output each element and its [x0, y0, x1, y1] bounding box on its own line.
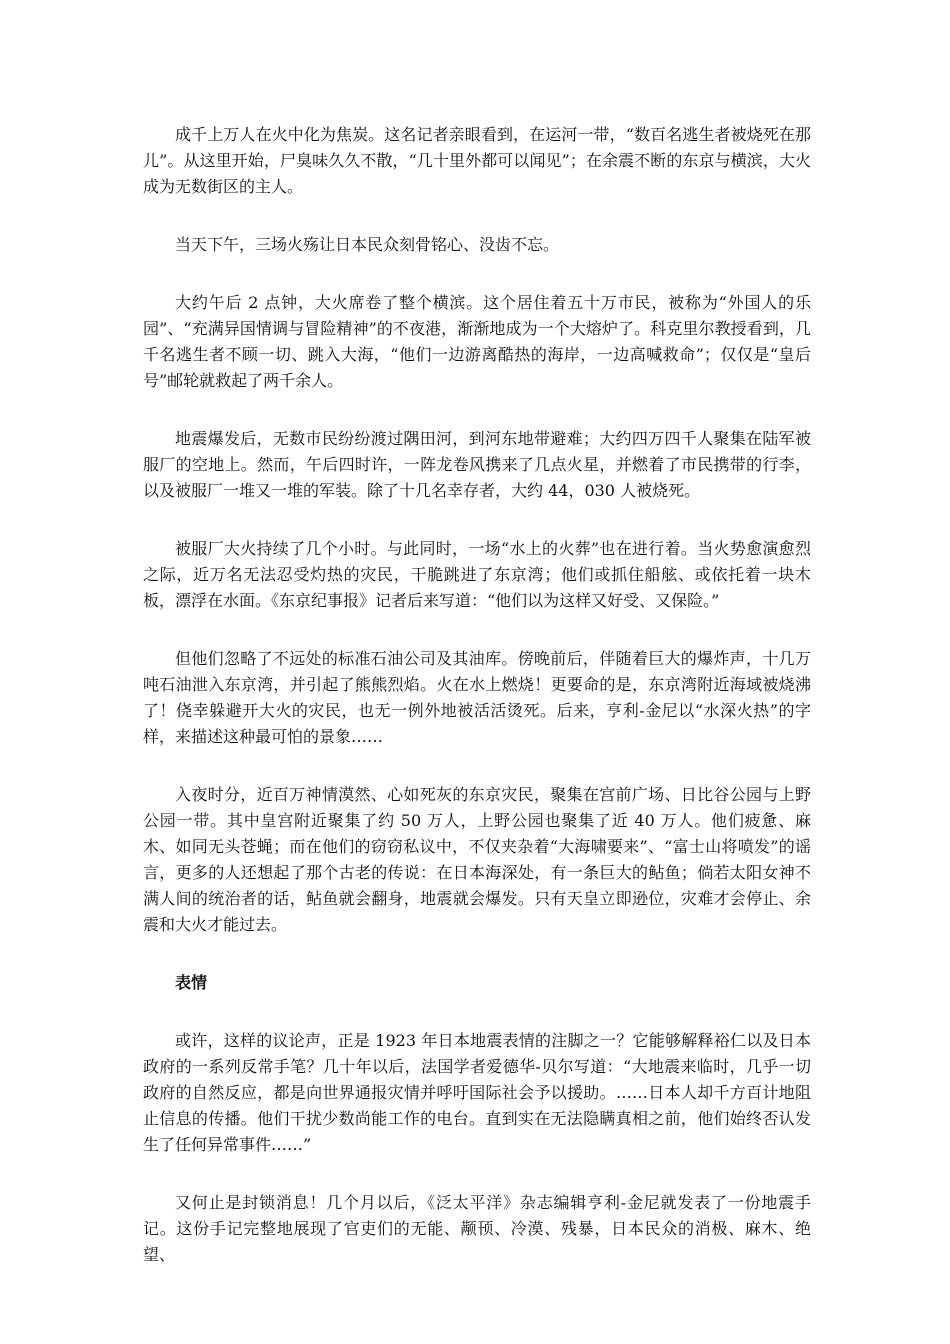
paragraph: 但他们忽略了不远处的标准石油公司及其油库。傍晚前后，伴随着巨大的爆炸声，十几万吨石油泄入东京湾，并引起了熊熊烈焰。火在水上燃烧！更要命的是，东京湾附近海域被烧沸了！侥幸躲避开大火的灾民，也无一例外地被活活烫死。后来，亨利-金尼以“水深火热”的字样，来描述这种最可怕的景象…… — [143, 649, 811, 746]
paragraph: 被服厂大火持续了几个小时。与此同时，一场“水上的火葬”也在进行着。当火势愈演愈烈之际，近万名无法忍受灼热的灾民，干脆跳进了东京湾；他们或抓住船舷、或依托着一块木板，漂浮在水面。《东京纪事报》记者后来写道：“他们以为这样又好受、又保险。” — [143, 539, 811, 610]
paragraph: 或许，这样的议论声，正是 1923 年日本地震表情的注脚之一？它能够解释裕仁以及日本政府的一系列反常手笔？几十年以后，法国学者爱德华-贝尔写道：“大地震来临时，几乎一切政府的自然反应，都是向世界通报灾情并呼吁国际社会予以援助。……日本人却千方百计地阻止信息的传播。他们干扰少数尚能工作的电台。直到实在无法隐瞒真相之前，他们始终否认发生了任何异常事件……” — [143, 1031, 811, 1154]
paragraph: 当天下午，三场火殇让日本民众刻骨铭心、没齿不忘。 — [175, 235, 560, 254]
paragraph: 成千上万人在火中化为焦炭。这名记者亲眼看到，在运河一带，“数百名逃生者被烧死在那儿”。从这里开始，尸臭味久久不散，“几十里外都可以闻见”；在余震不断的东京与横滨，大火成为无数街区的主人。 — [143, 125, 811, 196]
paragraph: 又何止是封锁消息！几个月以后，《泛太平洋》杂志编辑亨利-金尼就发表了一份地震手记。这份手记完整地展现了官吏们的无能、颟顸、冷漠、残暴，日本民众的消极、麻木、绝望、 — [143, 1193, 811, 1264]
paragraph: 入夜时分，近百万神情漠然、心如死灰的东京灾民，聚集在宫前广场、日比谷公园与上野公园一带。其中皇宫附近聚集了约 50 万人，上野公园也聚集了近 40 万人。他们疲惫、麻木、如同无头苍蝇；而在他们的窃窃私议中，不仅夹杂着“大海啸要来”、“富士山将喷发”的谣言，更多的人还想起了那个古老的传说：在日本海深处，有一条巨大的鲇鱼；倘若太阳女神不满人间的统治者的话，鲇鱼就会翻身，地震就会爆发。只有天皇立即逊位，灾难才会停止、余震和大火才能过去。 — [143, 785, 811, 934]
section-heading: 表情 — [175, 973, 208, 992]
article-body — [143, 122, 811, 1300]
paragraph: 大约午后 2 点钟，大火席卷了整个横滨。这个居住着五十万市民，被称为“外国人的乐园”、“充满异国情调与冒险精神”的不夜港，渐渐地成为一个大熔炉了。科克里尔教授看到，几千名逃生者不顾一切、跳入大海，“他们一边游离酷热的海岸，一边高喊救命”；仅仅是“皇后号”邮轮就救起了两千余人。 — [143, 293, 811, 390]
paragraph: 地震爆发后，无数市民纷纷渡过隅田河，到河东地带避难；大约四万四千人聚集在陆军被服厂的空地上。然而，午后四时许，一阵龙卷风携来了几点火星，并燃着了市民携带的行李，以及被服厂一堆又一堆的军装。除了十几名幸存者，大约 44，030 人被烧死。 — [143, 429, 811, 500]
